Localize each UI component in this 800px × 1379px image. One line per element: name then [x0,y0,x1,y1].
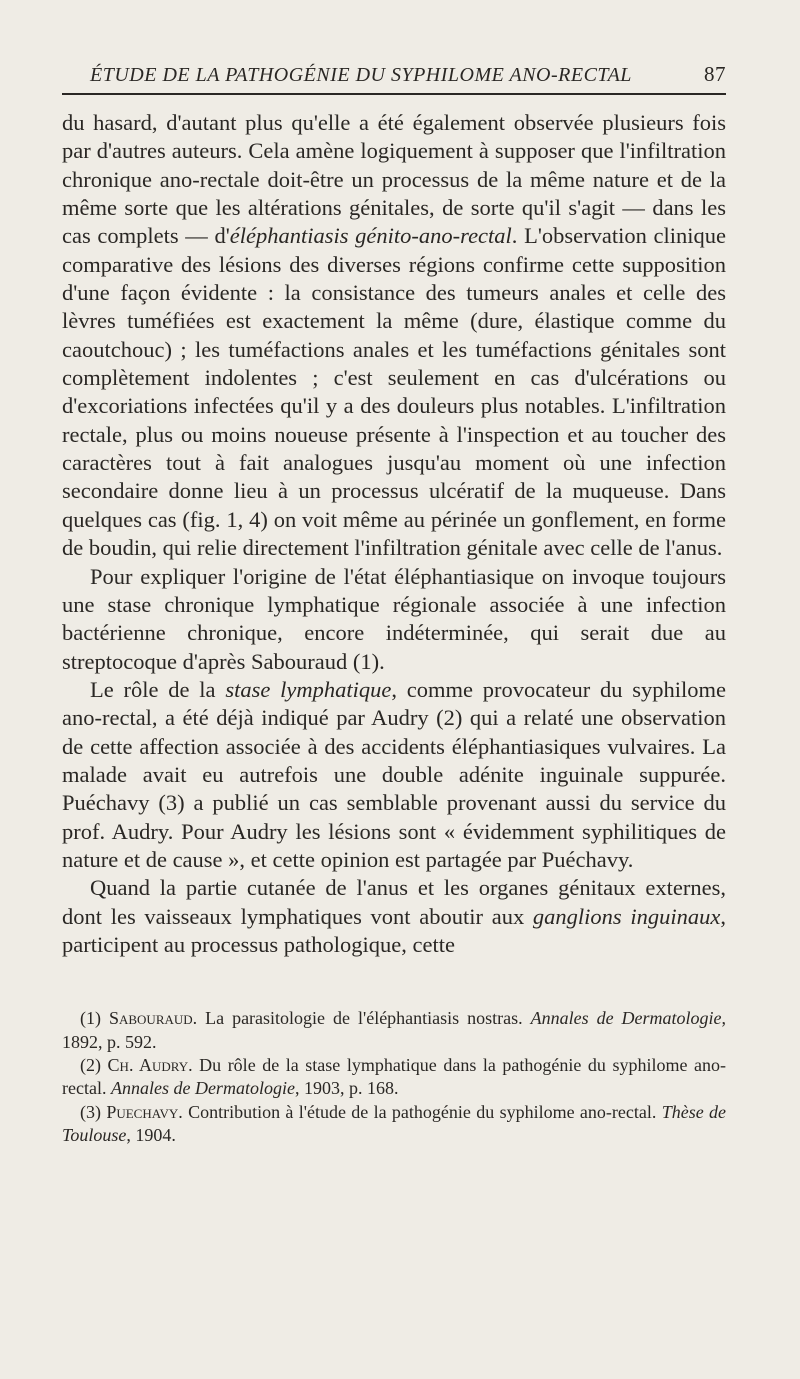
footnote [62,1101,726,1148]
footnote-ref: , 1904. [126,1124,176,1145]
footnote-source: Thèse de Toulouse [62,1101,727,1145]
text-run: Quand la partie cutanée de l'anus et les organes génitaux externes, dont les vaisseaux lymphatiques vont aboutir aux [62,875,726,929]
footnote-ref: , 1903, p. 168. [294,1078,399,1099]
footnote-number: (2) [80,1054,101,1075]
footnote-text: Contribution à l'étude de la pathogénie du syphilome ano-rectal. [182,1101,662,1122]
footnote-source: Annales de Dermatologie [110,1078,295,1099]
text-run: du hasard, d'autant plus qu'elle a été également observée plusieurs fois par d'autres auteurs. Cela amène logiquement à supposer que l'infiltration chronique ano-rectale doit-être un processus de la même nature et de la même sorte que les altérations génitales, de sorte qu'il s'agit — dans les cas complets — d' [62,110,726,249]
paragraph [62,109,726,563]
footnote-author: Puechavy. [106,1101,183,1122]
italic-term: stase lymphatique [225,676,392,702]
text-run: , participent au processus pathologique, cette [62,903,727,957]
page-number: 87 [704,62,726,86]
paragraph [62,676,726,874]
italic-term: éléphantiasis génito-ano-rectal [229,223,512,249]
footnotes [62,1007,726,1147]
footnote-text: Du rôle de la stase lymphatique dans la pathogénie du syphilome ano-rectal. [62,1054,726,1099]
footnote-source: Annales de Dermatologie [530,1008,722,1029]
text-run: Le rôle de la [90,676,226,702]
footnote [62,1007,726,1054]
running-header [62,62,726,95]
italic-term: ganglions inguinaux [532,903,721,929]
footnote-author: Sabouraud. [108,1008,198,1029]
text-run: . L'observation clinique comparative des lésions des diverses régions confirme cette supposition d'une façon évidente : la consistance des tumeurs anales et celle des lèvres tuméfiées est exactement la même (dure, élastique comme du caoutchouc) ; les tuméfactions anales et les tuméfactions génitales sont complètement indolentes ; c'est seulement en cas d'ulcérations ou d'excoriations infectées qu'il y a des douleurs plus notables. L'infiltration rectale, plus ou moins noueuse présente à l'inspection et au toucher des caractères tout à fait analogues jusqu'au moment où une infection secondaire donne lieu à un processus ulcératif de la muqueuse. Dans quelques cas (fig. 1, 4) on voit même au périnée un gonflement, en forme de boudin, qui relie directement l'infiltration génitale avec celle de l'anus. [62,223,726,561]
book-page [62,62,726,1147]
footnote-number: (3) [80,1101,101,1122]
body-text [62,109,726,959]
running-title: ÉTUDE DE LA PATHOGÉNIE DU SYPHILOME ANO-RECTAL [90,64,632,86]
text-run: , comme provocateur du syphilome ano-rectal, a été déjà indiqué par Audry (2) qui a relaté une observation de cette affection associée à des accidents éléphantiasiques vulvaires. La malade avait eu autrefois une double adénite inguinale suppurée. Puéchavy (3) a publié un cas semblable provenant aussi du service du prof. Audry. Pour Audry les lésions sont « évidemment syphilitiques de nature et de cause », et cette opinion est partagée par Puéchavy. [62,676,726,872]
footnote-text: La parasitologie de l'éléphantiasis nostras. [197,1008,531,1029]
paragraph [62,874,726,959]
footnote-number: (1) [80,1008,101,1029]
paragraph: Pour expliquer l'origine de l'état éléphantiasique on invoque toujours une stase chronique lymphatique régionale associée à une infection bactérienne chronique, encore indéterminée, qui serait due au streptocoque d'après Sabouraud (1). [62,563,726,674]
footnote [62,1054,726,1101]
footnote-author: Ch. Audry. [107,1054,193,1075]
footnote-ref: , 1892, p. 592. [62,1008,727,1052]
